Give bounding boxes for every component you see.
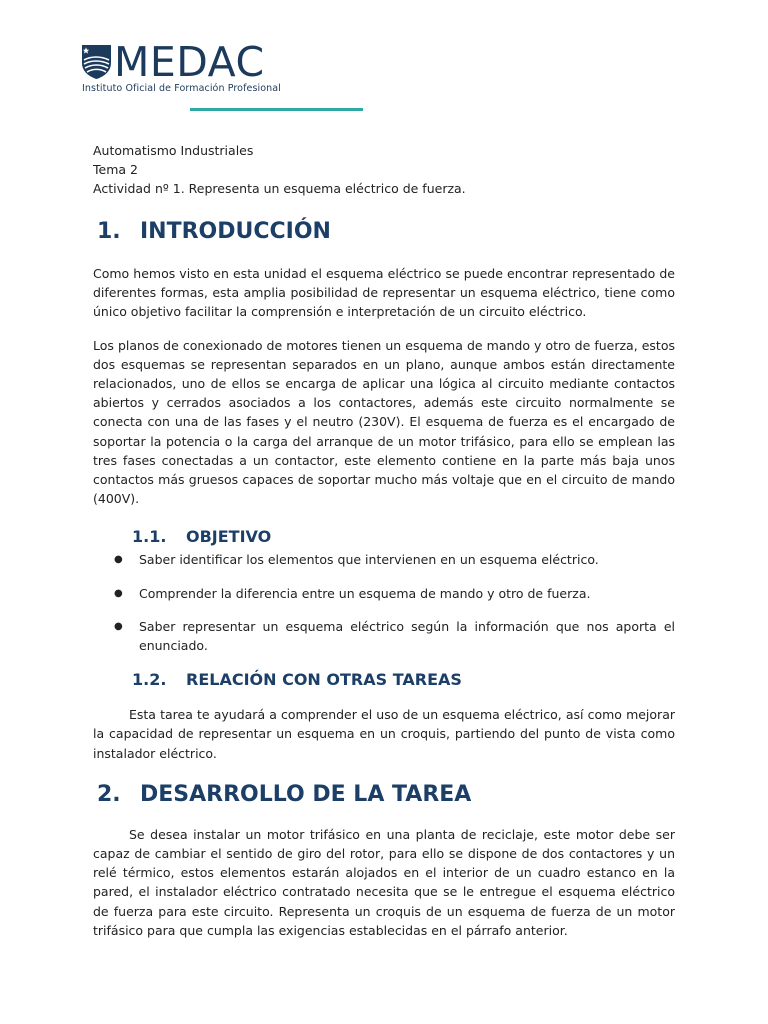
logo-wordmark: MEDAC (114, 38, 265, 86)
bullet-icon: ● (114, 554, 123, 566)
relation-paragraph: Esta tarea te ayudará a comprender el uso de un esquema eléctrico, así como mejorar la capacidad de representar un esquema en un croquis, partiendo del punto de vista como instalador eléctrico. (93, 707, 675, 761)
list-item (93, 550, 675, 569)
bullet-icon: ● (114, 587, 123, 599)
objective-list (93, 550, 675, 655)
section-2-title: DESARROLLO DE LA TAREA (140, 781, 472, 807)
section-1-1-title: OBJETIVO (186, 527, 272, 547)
list-item-text: Comprender la diferencia entre un esquema de mando y otro de fuerza. (139, 585, 591, 601)
medac-logo (81, 40, 296, 98)
section-1-number: 1. (97, 219, 121, 244)
bullet-icon: ● (114, 620, 123, 632)
list-item (93, 617, 675, 655)
list-item-text: Saber representar un esquema eléctrico según la información que nos aporta el enunciado. (139, 618, 675, 654)
list-item-text: Saber identificar los elementos que intervienen en un esquema eléctrico. (139, 552, 599, 568)
section-2-number: 2. (97, 781, 121, 807)
logo-subtitle: Instituto Oficial de Formación Profesional (82, 83, 281, 94)
section-1-2-title: RELACIÓN CON OTRAS TAREAS (186, 670, 462, 690)
intro-paragraph-1: Como hemos visto en esta unidad el esquema eléctrico se puede encontrar representado de diferentes formas, esta amplia posibilidad de representar un esquema eléctrico, tiene como único objetivo facilitar la comprensión e interpretación de un circuito eléctrico. (93, 266, 675, 320)
list-item (93, 584, 675, 603)
topic-line: Tema 2 (93, 162, 138, 177)
section-1-1-number: 1.1. (132, 527, 167, 547)
header-accent-line (190, 108, 363, 111)
shield-logo-icon (81, 44, 112, 80)
intro-paragraph-2: Los planos de conexionado de motores tienen un esquema de mando y otro de fuerza, estos dos esquemas se representan separados en un plano, aunque ambos están directamente relacionados, uno de ellos se encarga de aplicar una lógica al circuito mediante contactos abiertos y cerrados asociados a los contactores, además este circuito normalmente se conecta con una de las fases y el neutro (230V). El esquema de fuerza es el encargado de soportar la potencia o la carga del arranque de un motor trifásico, para ello se emplean las tres fases conectadas a un contactor, este elemento contiene en la parte más baja unos contactos más gruesos capaces de soportar mucho más voltaje que en el circuito de mando (400V). (93, 337, 675, 507)
activity-line: Actividad nº 1. Representa un esquema eléctrico de fuerza. (93, 181, 466, 196)
section-1-2-number: 1.2. (132, 670, 167, 690)
section-1-title: INTRODUCCIÓN (140, 219, 331, 244)
section-2-heading (93, 781, 675, 809)
section-1-heading (93, 218, 675, 246)
subject-line: Automatismo Industriales (93, 143, 254, 158)
section-1-2-heading (93, 669, 675, 691)
document-content (93, 141, 675, 940)
section-1-1-heading (93, 526, 675, 548)
task-paragraph: Se desea instalar un motor trifásico en una planta de reciclaje, este motor debe ser capaz de cambiar el sentido de giro del rotor, para ello se dispone de dos contactores y un relé térmico, estos elementos estarán alojados en el interior de un cuadro estanco en la pared, el instalador eléctrico contratado necesita que se le entregue el esquema eléctrico de fuerza para este circuito. Representa un croquis de un esquema de fuerza de un motor trifásico para que cumpla las exigencias establecidas en el párrafo anterior. (93, 826, 675, 938)
